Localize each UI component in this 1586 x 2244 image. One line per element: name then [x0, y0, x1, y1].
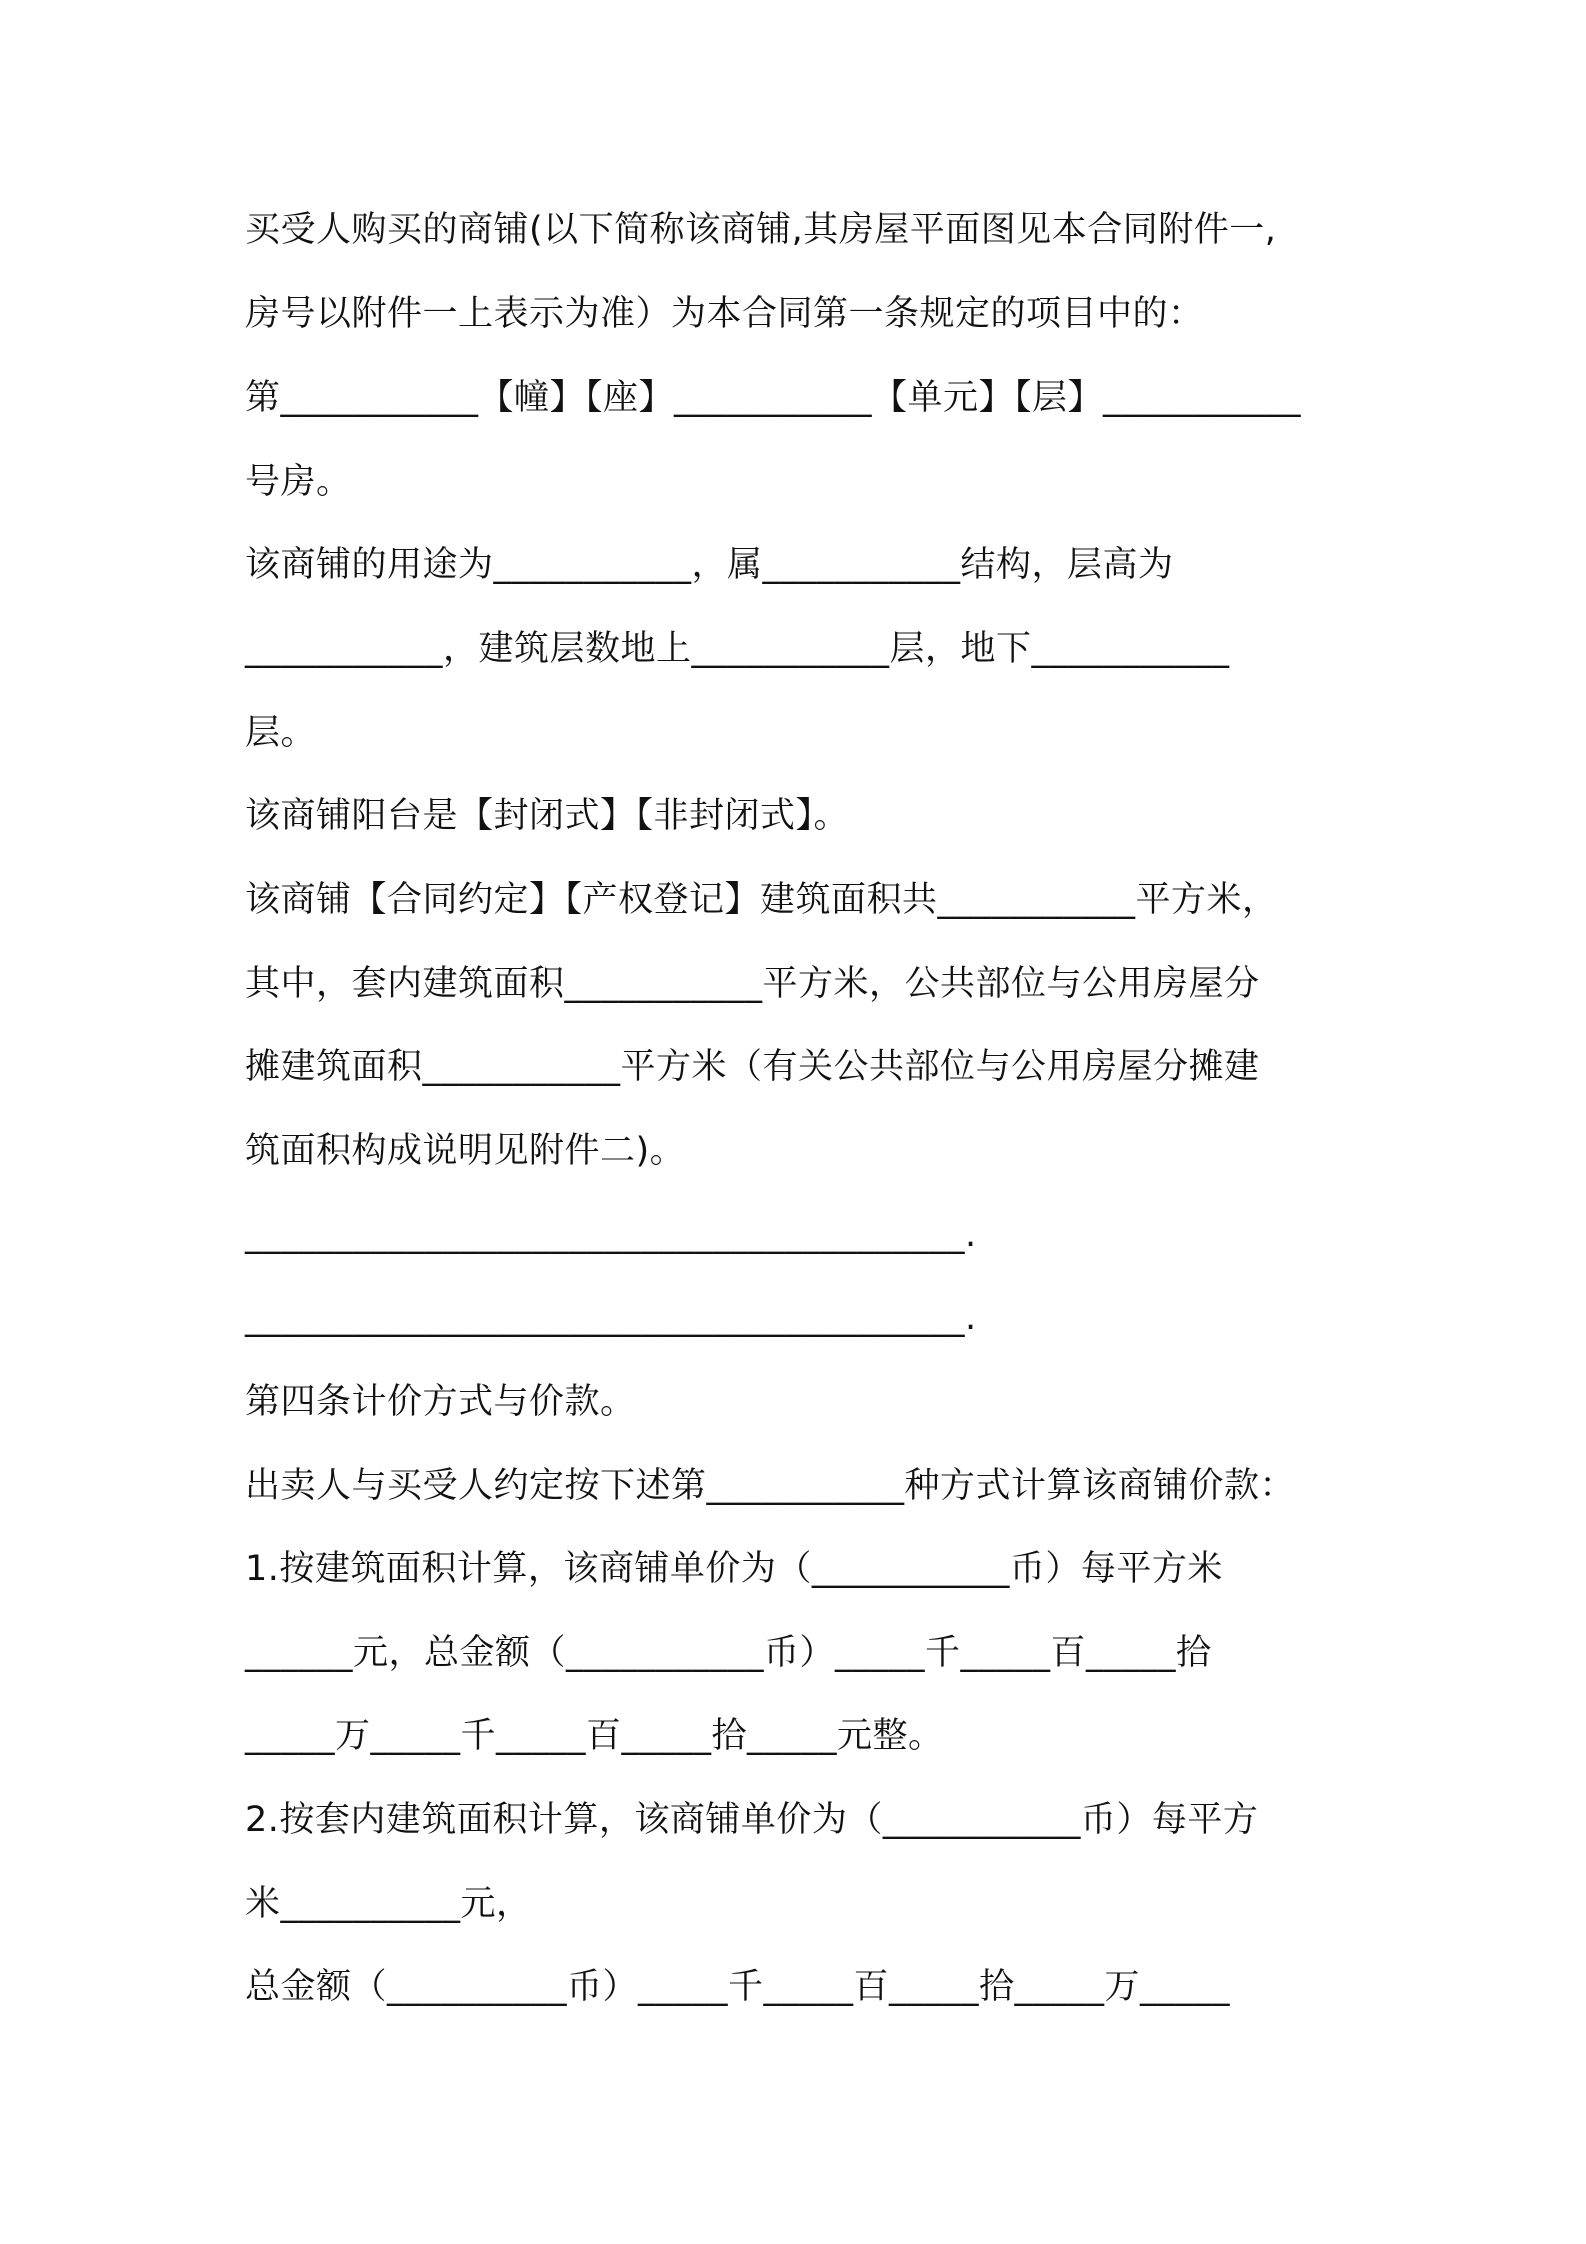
text-line-8: 该商铺阳台是【封闭式】【非封闭式】。	[245, 796, 850, 836]
text-line-3: 第___________【幢】【座】___________【单元】【层】___________	[245, 378, 1302, 418]
text-line-20: 米__________元，	[245, 1884, 532, 1924]
text-line-19: 2.按套内建筑面积计算，该商铺单价为（___________币）每平方	[245, 1800, 1259, 1840]
blank-line-2: ________________________________________.	[245, 1298, 977, 1338]
text-line-9: 该商铺【合同约定】【产权登记】建筑面积共___________平方米，	[245, 880, 1278, 920]
text-line-12: 筑面积构成说明见附件二)。	[245, 1131, 686, 1171]
text-line-7: 层。	[245, 713, 317, 753]
text-line-17: ______元，总金额（___________币）_____千_____百_____拾	[245, 1633, 1212, 1673]
section-heading: 第四条计价方式与价款。	[245, 1382, 636, 1422]
text-line-11: 摊建筑面积___________平方米（有关公共部位与公用房屋分摊建	[245, 1047, 1260, 1087]
text-line-21: 总金额（__________币）_____千_____百_____拾_____万_____	[245, 1967, 1231, 2007]
text-line-2: 房号以附件一上表示为准）为本合同第一条规定的项目中的：	[245, 294, 1204, 334]
blank-line-1: ________________________________________.	[245, 1215, 977, 1255]
text-line-1: 买受人购买的商铺(以下简称该商铺,其房屋平面图见本合同附件一,	[245, 210, 1277, 250]
text-line-15: 出卖人与买受人约定按下述第___________种方式计算该商铺价款：	[245, 1466, 1296, 1506]
text-line-4: 号房。	[245, 462, 352, 502]
text-line-16: 1.按建筑面积计算，该商铺单价为（___________币）每平方米	[245, 1549, 1223, 1589]
text-line-18: _____万_____千_____百_____拾_____元整。	[245, 1716, 944, 1756]
text-line-6: ___________，建筑层数地上___________层，地下___________	[245, 629, 1230, 669]
text-line-5: 该商铺的用途为___________，属___________结构，层高为	[245, 545, 1174, 585]
text-line-10: 其中，套内建筑面积___________平方米，公共部位与公用房屋分	[245, 964, 1260, 1004]
